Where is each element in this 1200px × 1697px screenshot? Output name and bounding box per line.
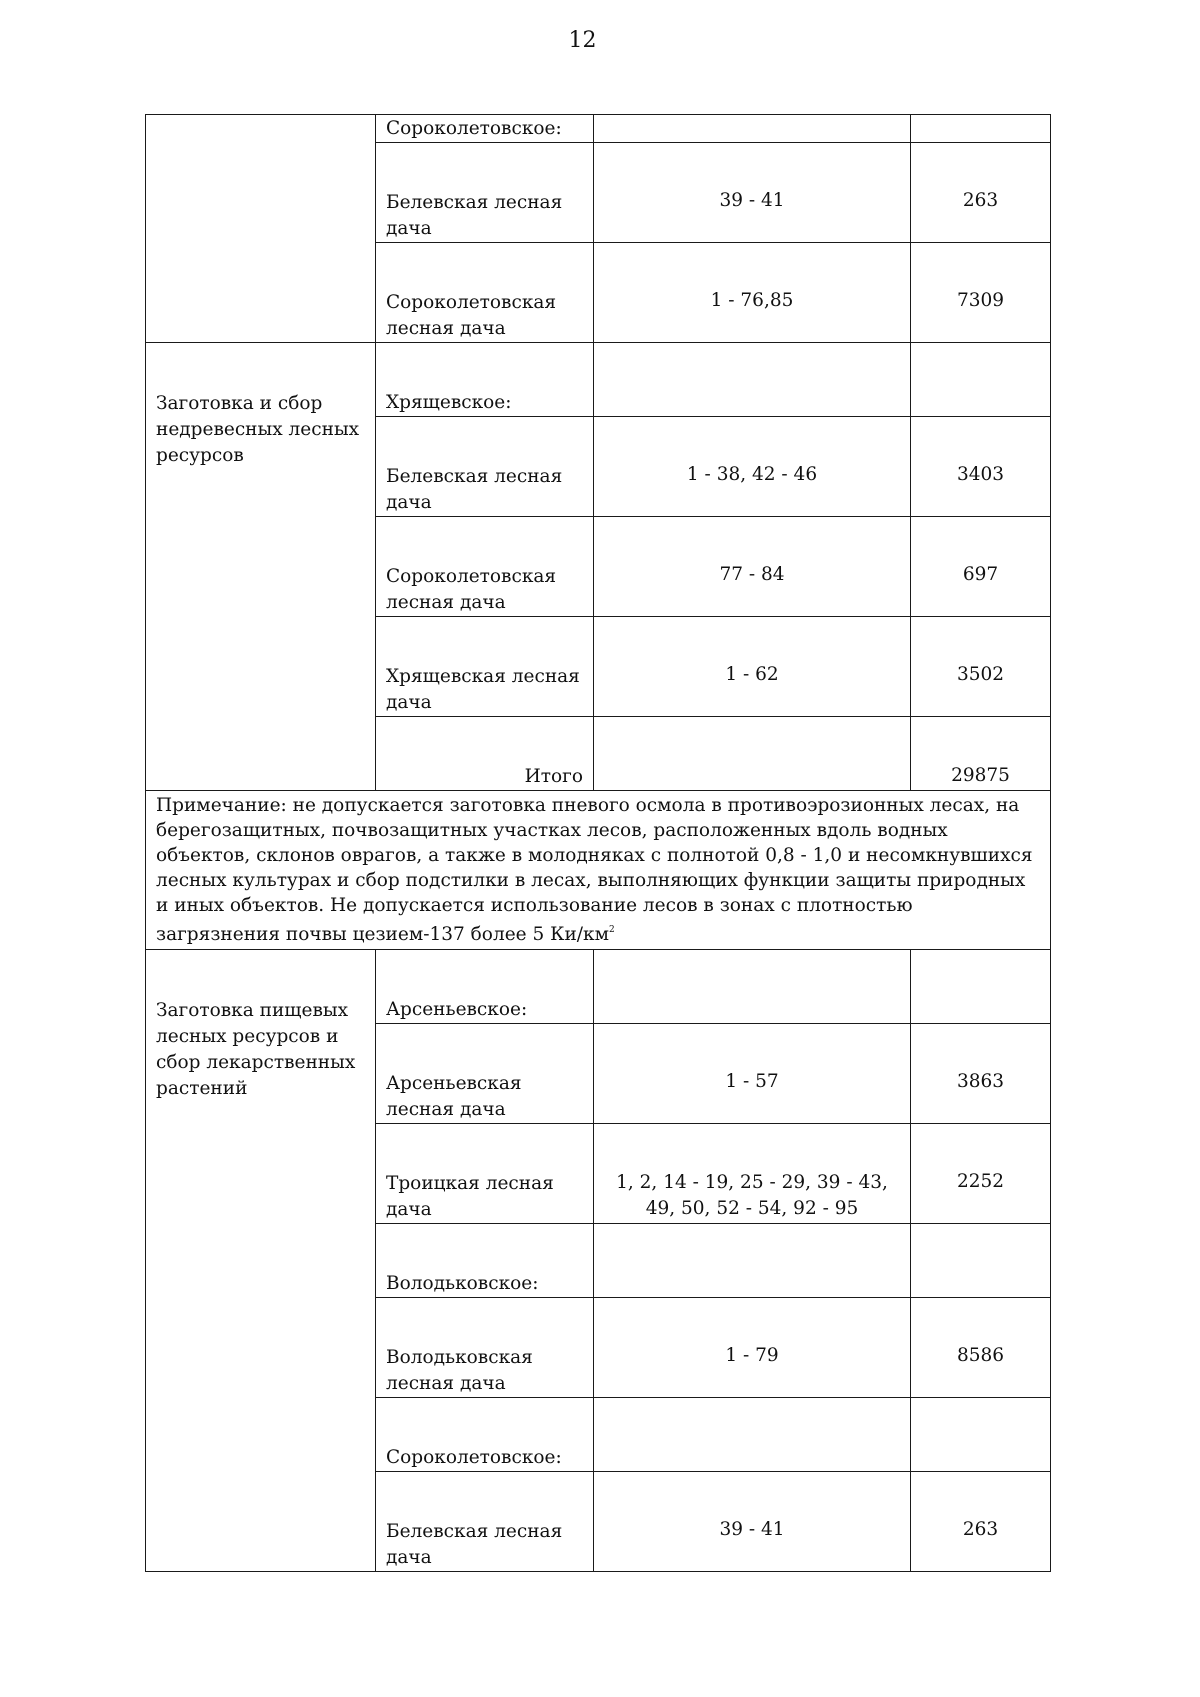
area-cell [911, 1398, 1051, 1472]
quarters-cell: 77 - 84 [594, 517, 911, 617]
forestry-name-cell: Арсеньевское: [376, 950, 594, 1024]
area-cell: 8586 [911, 1298, 1051, 1398]
area-cell: 7309 [911, 243, 1051, 343]
forestry-name-cell: Белевская лесная дача [376, 1472, 594, 1572]
quarters-cell: 1 - 57 [594, 1024, 911, 1124]
table-row [146, 950, 1051, 1024]
quarters-cell: 1 - 76,85 [594, 243, 911, 343]
forestry-name-cell: Белевская лесная дача [376, 143, 594, 243]
activity-cell: Заготовка и сбор недревесных лесных ресурсов [146, 343, 376, 791]
note-row [146, 791, 1051, 950]
total-value: 29875 [911, 717, 1051, 791]
quarters-cell [594, 343, 911, 417]
area-cell [911, 115, 1051, 143]
area-cell: 697 [911, 517, 1051, 617]
forestry-name-cell: Володьковское: [376, 1224, 594, 1298]
forestry-name-cell: Сороколетовское: [376, 115, 594, 143]
area-cell: 3403 [911, 417, 1051, 517]
forestry-name-cell: Арсеньевская лесная дача [376, 1024, 594, 1124]
forestry-name-cell: Хрящевская лесная дача [376, 617, 594, 717]
page-number: 12 [568, 28, 597, 53]
area-cell: 3863 [911, 1024, 1051, 1124]
quarters-cell [594, 717, 911, 791]
forestry-name-cell: Сороколетовская лесная дача [376, 243, 594, 343]
quarters-cell [594, 115, 911, 143]
forestry-name-cell: Хрящевское: [376, 343, 594, 417]
quarters-cell [594, 950, 911, 1024]
quarters-cell: 1, 2, 14 - 19, 25 - 29, 39 - 43, 49, 50, 52 - 54, 92 - 95 [594, 1124, 911, 1224]
note-text: Примечание: не допускается заготовка пневого осмола в противоэрозионных лесах, на берегозащитных, почвозащитных участках лесов, расположенных вдоль водных объектов, склонов оврагов, а также в молодняках с полнотой 0,8 - 1,0 и несомкнувшихся лесных культурах и сбор подстилки в лесах, выполняющих функции защиты природных и иных объектов. Не допускается использование лесов в зонах с плотностью загрязнения почвы цезием-137 более 5 Ки/км [156, 795, 1033, 945]
quarters-cell: 1 - 62 [594, 617, 911, 717]
quarters-cell: 1 - 79 [594, 1298, 911, 1398]
area-cell: 263 [911, 143, 1051, 243]
quarters-cell [594, 1224, 911, 1298]
area-cell [911, 1224, 1051, 1298]
table-row [146, 115, 1051, 143]
forestry-name-cell: Троицкая лесная дача [376, 1124, 594, 1224]
forestry-name-cell: Сороколетовская лесная дача [376, 517, 594, 617]
quarters-cell: 1 - 38, 42 - 46 [594, 417, 911, 517]
quarters-cell: 39 - 41 [594, 143, 911, 243]
quarters-cell [594, 1398, 911, 1472]
quarters-cell: 39 - 41 [594, 1472, 911, 1572]
table-row [146, 343, 1051, 417]
forest-use-table [145, 114, 1051, 1572]
area-cell: 263 [911, 1472, 1051, 1572]
forestry-name-cell: Сороколетовское: [376, 1398, 594, 1472]
forestry-name-cell: Белевская лесная дача [376, 417, 594, 517]
area-cell: 3502 [911, 617, 1051, 717]
note-superscript: 2 [608, 925, 615, 935]
forestry-name-cell: Володьковская лесная дача [376, 1298, 594, 1398]
activity-cell [146, 115, 376, 343]
area-cell [911, 950, 1051, 1024]
note-cell [146, 791, 1051, 950]
total-label: Итого [376, 717, 594, 791]
activity-cell: Заготовка пищевых лесных ресурсов и сбор лекарственных растений [146, 950, 376, 1572]
area-cell [911, 343, 1051, 417]
area-cell: 2252 [911, 1124, 1051, 1224]
